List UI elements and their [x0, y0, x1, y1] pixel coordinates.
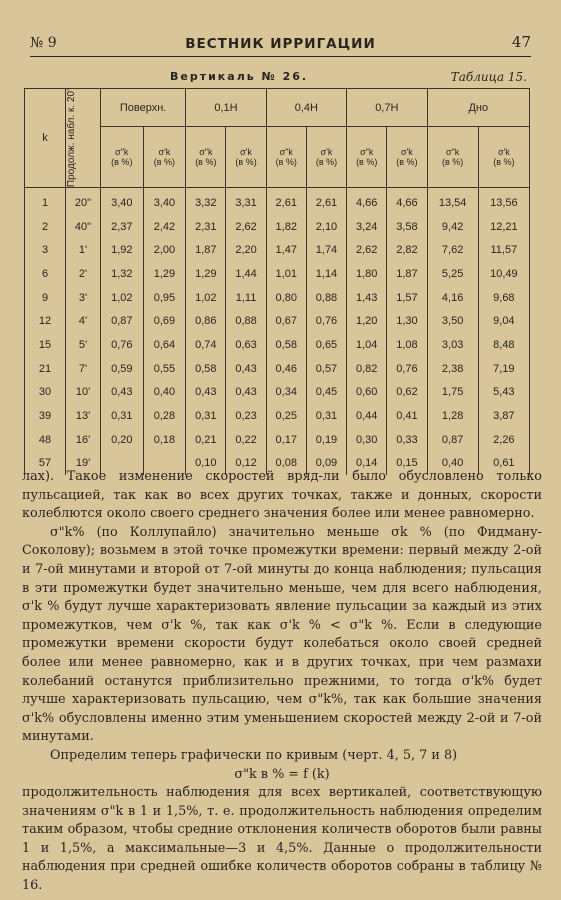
table-cell: 1,80 [347, 262, 387, 286]
table-cell: 0,28 [143, 404, 186, 428]
sub-header [186, 127, 226, 188]
table-cell: 0,15 [387, 452, 427, 476]
table-cell: 0,60 [347, 381, 387, 405]
table-cell: 1,87 [387, 262, 427, 286]
table-cell: 20" [66, 188, 101, 215]
table-cell: 13,54 [427, 188, 478, 215]
table-cell: 16' [66, 428, 101, 452]
table-cell: 13' [66, 404, 101, 428]
table-row [25, 381, 530, 405]
table-cell: 1,29 [186, 262, 226, 286]
table-cell: 0,34 [266, 381, 306, 405]
table-cell: 2,82 [387, 238, 427, 262]
table-cell: 9 [25, 286, 66, 310]
unit-label: (в %) [493, 157, 515, 168]
table-cell: 0,31 [306, 404, 346, 428]
table-row [25, 333, 530, 357]
table-cell: 0,31 [101, 404, 144, 428]
table-cell: 0,76 [387, 357, 427, 381]
table-cell: 1,04 [347, 333, 387, 357]
table-cell: 2,61 [266, 188, 306, 215]
unit-label: (в %) [111, 157, 133, 168]
table-cell: 1,08 [387, 333, 427, 357]
table-cell: 0,58 [186, 357, 226, 381]
table-cell: 0,80 [266, 286, 306, 310]
sub-header [101, 127, 144, 188]
sigma-symbol: σ'k [240, 147, 252, 158]
sigma-symbol: σ"k [115, 147, 129, 158]
table-cell: 2,37 [101, 215, 144, 239]
table-cell: 1,47 [266, 238, 306, 262]
sigma-symbol: σ"k [446, 147, 460, 158]
sigma-symbol: σ'k [320, 147, 333, 158]
table-cell: 0,88 [306, 286, 346, 310]
table-cell: 8,48 [478, 333, 529, 357]
table-cell: 2,31 [186, 215, 226, 239]
table-cell: 0,57 [306, 357, 346, 381]
sub-header [427, 127, 478, 188]
table-row [25, 310, 530, 334]
table-cell: 2,42 [143, 215, 186, 239]
paragraph: лах). Такое изменение скоростей вряд-ли было обусловлено только пульсацией, так как во всех других точках, также и донных, скорости колеблются около своего среднего значения более или менее равномерно. [22, 469, 542, 522]
table-cell: 57 [25, 452, 66, 476]
table-cell: 1,43 [347, 286, 387, 310]
table-cell: 5' [66, 333, 101, 357]
table-cell: 7,62 [427, 238, 478, 262]
sigma-symbol: σ'k [497, 147, 510, 158]
running-header [30, 33, 531, 55]
table-cell: 3,87 [478, 404, 529, 428]
table-cell: 12 [25, 310, 66, 334]
table-cell: 1,57 [387, 286, 427, 310]
table-cell: 0,95 [143, 286, 186, 310]
table-cell: 11,57 [478, 238, 529, 262]
table-cell: 1,01 [266, 262, 306, 286]
unit-label: (в %) [315, 157, 338, 168]
sub-header [266, 127, 306, 188]
sub-header [226, 127, 266, 188]
table-cell: 3,24 [347, 215, 387, 239]
table-cell: 0,59 [101, 357, 144, 381]
table-number: Таблица 15. [450, 70, 527, 84]
table-cell: 2,62 [226, 215, 266, 239]
table-cell: 3' [66, 286, 101, 310]
table-cell: 1,32 [101, 262, 144, 286]
group-header: Дно [427, 89, 529, 127]
unit-label: (в %) [195, 157, 217, 168]
table-cell: 1,44 [226, 262, 266, 286]
group-header: 0,4H [266, 89, 346, 127]
data-table [24, 88, 530, 475]
table-cell: 0,45 [306, 381, 346, 405]
table-cell: 1,20 [347, 310, 387, 334]
table-cell: 0,76 [306, 310, 346, 334]
table-cell: 2,38 [427, 357, 478, 381]
table-cell: 0,14 [347, 452, 387, 476]
table-cell: 2,00 [143, 238, 186, 262]
table-cell: 0,82 [347, 357, 387, 381]
table-cell: 0,43 [101, 381, 144, 405]
sigma-symbol: σ"k [199, 147, 213, 158]
vertical-label: Вертикаль № 26. [170, 70, 309, 83]
table-cell: 0,20 [101, 428, 144, 452]
table-cell: 0,65 [306, 333, 346, 357]
unit-label: (в %) [441, 157, 464, 168]
table-cell: 0,18 [143, 428, 186, 452]
group-header: 0,7H [347, 89, 427, 127]
table-cell: 10' [66, 381, 101, 405]
table-cell: 1,87 [186, 238, 226, 262]
table-row [25, 188, 530, 215]
sub-header [478, 127, 529, 188]
table-cell: 3 [25, 238, 66, 262]
sigma-symbol: σ'k [401, 147, 413, 158]
body-text [22, 468, 542, 896]
table-cell: 3,32 [186, 188, 226, 215]
table-cell: 1,75 [427, 381, 478, 405]
table-cell: 0,30 [347, 428, 387, 452]
table-cell: 0,40 [427, 452, 478, 476]
table-cell: 10,49 [478, 262, 529, 286]
table-cell: 0,62 [387, 381, 427, 405]
table-cell: 0,76 [101, 333, 144, 357]
table-cell: 1,30 [387, 310, 427, 334]
table-cell: 7,19 [478, 357, 529, 381]
table-cell: 1,11 [226, 286, 266, 310]
paragraph: Определим теперь графически по кривым (черт. 4, 5, 7 и 8) [50, 747, 458, 763]
table-cell: 0,63 [226, 333, 266, 357]
table-cell: 5,25 [427, 262, 478, 286]
table-cell: 0,40 [143, 381, 186, 405]
table-cell: 5,43 [478, 381, 529, 405]
sub-header [143, 127, 186, 188]
table-cell: 2' [66, 262, 101, 286]
table-cell: 0,87 [101, 310, 144, 334]
table-cell: 1,92 [101, 238, 144, 262]
table-cell: 0,46 [266, 357, 306, 381]
table-cell: 0,55 [143, 357, 186, 381]
page-number: 47 [511, 33, 531, 51]
table-cell: 0,12 [226, 452, 266, 476]
table-cell: 13,56 [478, 188, 529, 215]
table-cell: 0,19 [306, 428, 346, 452]
table-cell: 3,40 [143, 188, 186, 215]
table-cell: 3,58 [387, 215, 427, 239]
table-cell: 9,68 [478, 286, 529, 310]
table-row [25, 428, 530, 452]
table-cell: 4,66 [387, 188, 427, 215]
table-cell: 3,31 [226, 188, 266, 215]
table-cell: 0,43 [226, 381, 266, 405]
table-cell: 2 [25, 215, 66, 239]
table-cell: 0,25 [266, 404, 306, 428]
table-cell: 0,08 [266, 452, 306, 476]
table-row [25, 215, 530, 239]
table-cell: 0,67 [266, 310, 306, 334]
table-cell: 9,42 [427, 215, 478, 239]
table-cell: 4' [66, 310, 101, 334]
table-cell: 39 [25, 404, 66, 428]
table-cell: 0,21 [186, 428, 226, 452]
table-cell: 0,31 [186, 404, 226, 428]
table-cell: 0,74 [186, 333, 226, 357]
group-header: 0,1H [186, 89, 266, 127]
table-cell: 30 [25, 381, 66, 405]
journal-title: ВЕСТНИК ИРРИГАЦИИ [185, 36, 376, 52]
table-cell: 1,29 [143, 262, 186, 286]
table-cell: 1' [66, 238, 101, 262]
table-cell: 1 [25, 188, 66, 215]
table-row [25, 357, 530, 381]
table-cell: 0,43 [226, 357, 266, 381]
table-cell: 3,03 [427, 333, 478, 357]
table-cell: 0,69 [143, 310, 186, 334]
sigma-symbol: σ"k [279, 147, 293, 158]
table-cell: 21 [25, 357, 66, 381]
header-rule [30, 56, 531, 57]
table-cell: 0,64 [143, 333, 186, 357]
table-cell: 0,86 [186, 310, 226, 334]
table-row [25, 262, 530, 286]
issue-number: № 9 [30, 35, 57, 51]
unit-label: (в %) [396, 157, 418, 168]
table-cell: 1,02 [101, 286, 144, 310]
table-cell: 0,43 [186, 381, 226, 405]
table-cell: 0,87 [427, 428, 478, 452]
table-cell: 2,61 [306, 188, 346, 215]
table-cell: 0,10 [186, 452, 226, 476]
table-cell: 1,82 [266, 215, 306, 239]
table-row [25, 286, 530, 310]
col-duration-header: Продолж. набл. к. 20' [66, 89, 101, 188]
table-cell: 2,10 [306, 215, 346, 239]
paragraph: продолжительность наблюдения для всех вертикалей, соответствующую значениям σ"k в 1 и 1,5%, т. е. продолжительность наблюдения определим таким образом, чтобы средние отклонения количеств оборотов были равны 1 и 1,5%, а максимальные—3 и 4,5%. Данные о продолжительности наблюдения при средней ошибке количеств оборотов собраны в таблицу № 16. [22, 785, 542, 894]
table-row [25, 238, 530, 262]
group-header: Поверхн. [101, 89, 186, 127]
table-cell: 3,40 [101, 188, 144, 215]
sub-header [387, 127, 427, 188]
table-cell: 0,09 [306, 452, 346, 476]
unit-label: (в %) [153, 157, 176, 168]
table-cell: 48 [25, 428, 66, 452]
table-cell: 2,26 [478, 428, 529, 452]
table-cell: 0,22 [226, 428, 266, 452]
table-cell: 1,28 [427, 404, 478, 428]
unit-label: (в %) [235, 157, 257, 168]
sigma-symbol: σ"k [360, 147, 374, 158]
table-cell: 0,33 [387, 428, 427, 452]
table-cell: 9,04 [478, 310, 529, 334]
table-cell: 1,74 [306, 238, 346, 262]
sigma-symbol: σ'k [158, 147, 171, 158]
unit-label: (в %) [275, 157, 297, 168]
sub-header [306, 127, 346, 188]
table-cell: 0,61 [478, 452, 529, 476]
table-cell: 1,02 [186, 286, 226, 310]
table-cell: 0,41 [387, 404, 427, 428]
col-k-header: k [25, 89, 66, 188]
paragraph: σ"k% (по Коллупайло) значительно меньше σk % (по Фидману-Соколову); возьмем в этой точке промежутки времени: первый между 2-ой и 7-ой минутами и второй от 7-ой минуты до конца наблюдения; пульсация в эти промежутки будет значительно меньше, чем для всего наблюдения, σ'k % будут лучше характеризовать явление пульсации за каждый из этих промежутков, чем σ'k %, так как σ'k % < σ"k %. Если в следующие промежутки времени скорости будут колебаться около своей средней более или менее равномерно, как и в других точках, при чем размахи колебаний останутся приблизительно прежними, то тогда σ'k% будет лучше характеризовать пульсацию, чем σ"k%, так как большие значения σ'k% обусловлены именно этим уменьшением скоростей между 2-ой и 7-ой минутами. [22, 524, 542, 745]
table-cell: 0,44 [347, 404, 387, 428]
table-cell: 19' [66, 452, 101, 476]
table-cell: 7' [66, 357, 101, 381]
table-cell: 4,66 [347, 188, 387, 215]
table-cell: 40" [66, 215, 101, 239]
table-cell: 1,14 [306, 262, 346, 286]
table-cell: 4,16 [427, 286, 478, 310]
table-caption [30, 70, 531, 88]
table-cell: 3,50 [427, 310, 478, 334]
sub-header [347, 127, 387, 188]
table-row [25, 404, 530, 428]
table-cell: 12,21 [478, 215, 529, 239]
table-cell: 0,88 [226, 310, 266, 334]
table-cell: 15 [25, 333, 66, 357]
table-cell: 0,23 [226, 404, 266, 428]
unit-label: (в %) [356, 157, 378, 168]
table-cell: 2,62 [347, 238, 387, 262]
table-cell: 6 [25, 262, 66, 286]
formula: σ"k в % = f (k) [234, 766, 330, 782]
table-cell: 0,58 [266, 333, 306, 357]
table-cell: 0,17 [266, 428, 306, 452]
table-cell: 2,20 [226, 238, 266, 262]
